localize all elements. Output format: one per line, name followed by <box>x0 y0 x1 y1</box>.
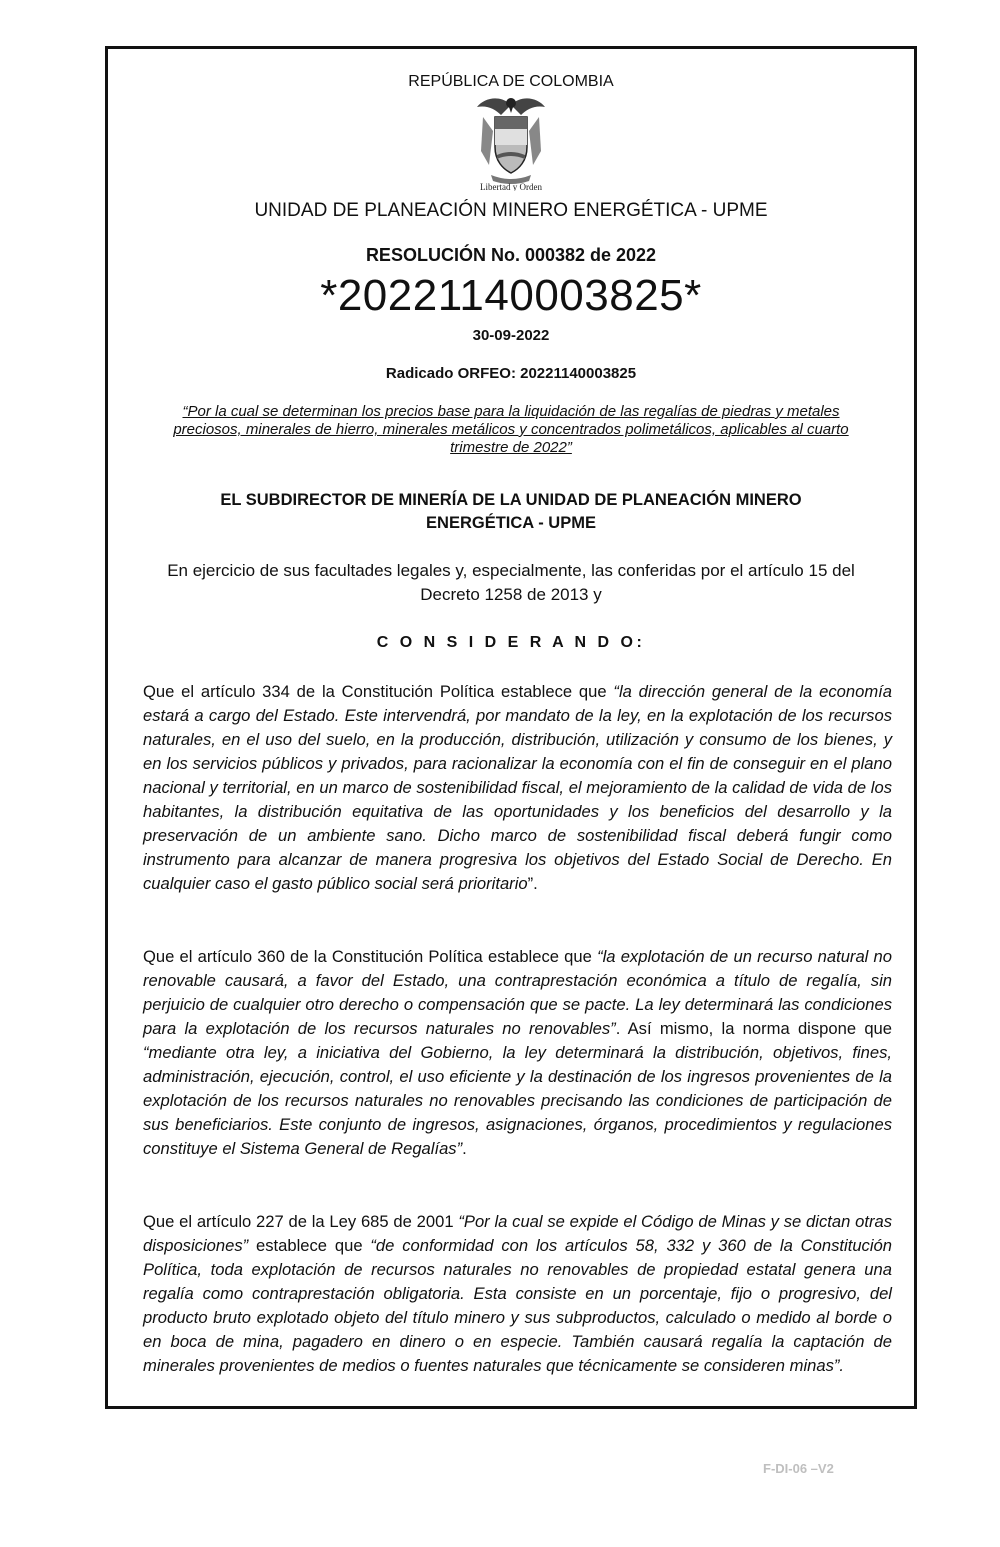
paragraph-mid: . Así mismo, la norma dispone que <box>615 1019 892 1038</box>
paragraph-intro: Que el artículo 227 de la Ley 685 de 2001 <box>143 1212 459 1231</box>
radicado-number: Radicado ORFEO: 20221140003825 <box>385 365 637 382</box>
paragraph-end: ”. <box>527 874 538 893</box>
form-code: F-DI-06 –V2 <box>763 1461 834 1476</box>
paragraph-article-360 <box>143 945 892 1161</box>
official-title: EL SUBDIRECTOR DE MINERÍA DE LA UNIDAD DE PLANEACIÓN MINERO ENERGÉTICA - UPME <box>220 491 802 532</box>
resolution-subject: “Por la cual se determinan los precios base para la liquidación de las regalías de piedras y metales preciosos, minerales de hierro, minerales metálicos y concentrados polimetálicos, aplicables al cuarto trimestre de 2022” <box>173 403 849 456</box>
paragraph-law-685 <box>143 1210 892 1378</box>
paragraph-quote: “la dirección general de la economía estará a cargo del Estado. Este intervendrá, por mandato de la ley, en la explotación de los recursos naturales, en el uso del suelo, en la producción, distribución, utilización y consumo de los bienes, y en los servicios públicos y privados, para racionalizar la economía con el fin de conseguir en el plano nacional y territorial, en un marco de sostenibilidad fiscal, el mejoramiento de la calidad de vida de los habitantes, la distribución equitativa de las oportunidades y los beneficios del desarrollo y la preservación de un ambiente sano. Dicho marco de sostenibilidad fiscal deberá fungir como instrumento para alcanzar de manera progresiva los objetivos del Estado Social de Derecho. En cualquier caso el gasto público social será prioritario <box>143 682 892 893</box>
resolution-number: RESOLUCIÓN No. 000382 de 2022 <box>365 245 657 265</box>
document-frame <box>105 46 917 1409</box>
resolution-date: 30-09-2022 <box>472 327 550 344</box>
paragraph-quote: “Por la cual se expide el Código de Minas y se dictan otras disposiciones” <box>143 1212 893 1255</box>
motto-text: Libertad y Orden <box>480 182 542 191</box>
exercise-clause: En ejercicio de sus facultades legales y, especialmente, las conferidas por el artículo 15 del Decreto 1258 de 2013 y <box>167 561 855 604</box>
coat-of-arms-seal <box>471 91 551 191</box>
agency-name: UNIDAD DE PLANEACIÓN MINERO ENERGÉTICA - UPME <box>254 200 768 221</box>
paragraph-quote: “mediante otra ley, a iniciativa del Gobierno, la ley determinará la distribución, objetivos, fines, administración, ejecución, control, el uso eficiente y la destinación de los ingresos provenientes de la explotación de los recursos naturales no renovables precisando las condiciones de participación de sus beneficiarios. Este conjunto de ingresos, asignaciones, órganos, procedimientos y regulaciones constituye el Sistema General de Regalías” <box>143 1043 892 1158</box>
paragraph-article-334 <box>143 680 892 896</box>
paragraph-end: . <box>462 1139 467 1158</box>
paragraph-quote: “de conformidad con los artículos 58, 332 y 360 de la Constitución Política, toda explotación de recursos naturales no renovables de propiedad estatal genera una regalía como contraprestación obligatoria. Esta consiste en un porcentaje, fijo o progresivo, del producto bruto explotado objeto del título minero y sus subproductos, calculado o medido al borde o en boca de mina, pagadero en dinero o en especie. También causará regalía la captación de minerales provenientes de medios o fuentes naturales que técnicamente se consideren minas”. <box>143 1236 892 1375</box>
paragraph-intro: Que el artículo 334 de la Constitución Política establece que <box>143 682 614 701</box>
paragraph-mid: establece que <box>248 1236 371 1255</box>
paragraph-quote: “la explotación de un recurso natural no renovable causará, a favor del Estado, una contraprestación económica a título de regalía, sin perjuicio de cualquier otro derecho o compensación que se pacte. La ley determinará las condiciones para la explotación de los recursos naturales no renovables” <box>143 947 893 1038</box>
country-name: REPÚBLICA DE COLOMBIA <box>408 73 614 90</box>
paragraph-intro: Que el artículo 360 de la Constitución Política establece que <box>143 947 598 966</box>
considering-heading: C O N S I D E R A N D O: <box>376 634 646 651</box>
barcode-text: *20221140003825* <box>320 271 702 320</box>
